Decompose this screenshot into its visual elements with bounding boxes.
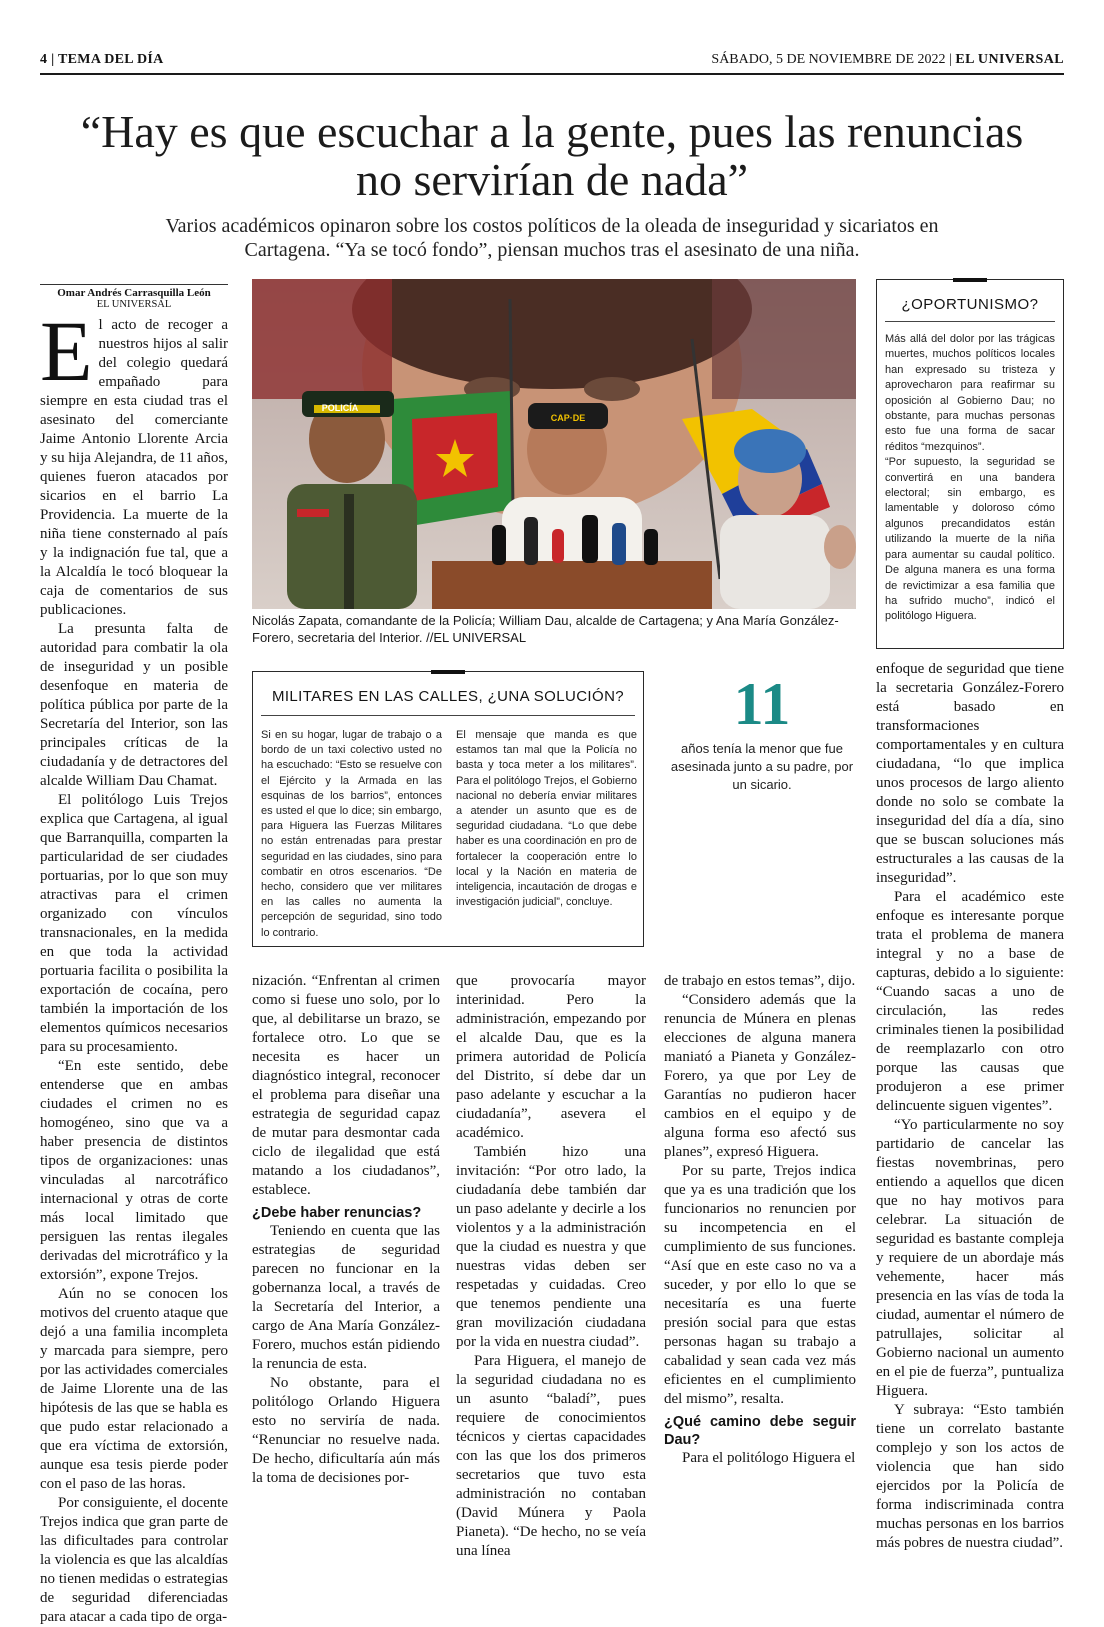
paragraph: de trabajo en estos temas”, dijo. [664, 973, 856, 989]
paragraph: Por su parte, Trejos indica que ya es una tradición que los funcionarios no renuncien por su incompetencia en el cumplimiento de sus funciones. “Así que en este caso no va a suceder, y por ello lo que se necesitaría es una fuerte presión social para que estas personas hagan su trabajo a cabalidad y sean cada vez más eficientes en el cumplimiento del mismo”, resalta. [664, 1163, 856, 1407]
box-body [885, 332, 1055, 625]
box-rule [261, 715, 635, 716]
paragraph: Para Higuera, el manejo de la seguridad ciudadana no es un asunto “baladí”, pues requiere de conocimientos técnicos y ciertas capacidades con las que los dos primeros secretarios que tuvo esta administración no contaban (David Múnera y Paola Pianeta). “De hecho, no se veía una línea [456, 1353, 646, 1559]
section-label: 4 | TEMA DEL DÍA [40, 52, 164, 67]
lead-text: l acto de recoger a nuestros hijos al salir del colegio quedará empañado para siempre en esta ciudad tras el asesinato del comerciante Jaime Antonio Llorente Arcia y su hija Alejandra, de 11 años, quienes fueron atacados por sicarios en el barrio La Providencia. La muerte de la niña tiene consternado al país y la indignación fue tal, que a la Alcaldía le tocó bloquear la caja de comentarios de sus publicaciones. [40, 317, 228, 618]
paragraph: Para el politólogo Higuera el [682, 1450, 856, 1466]
article-column-2 [252, 972, 440, 1488]
stat-number: 11 [733, 671, 791, 737]
photo-caption: Nicolás Zapata, comandante de la Policía; William Dau, alcalde de Cartagena; y Ana María González-Forero, secretaria del Interior. //EL UNIVERSAL [252, 613, 839, 645]
paragraph: “Considero además que la renuncia de Múnera en plenas elecciones de alguna manera maniató a Pianeta y González-Forero, ya que por Ley de Garantías no pudieron hacer cambios en el equipo y de alguna forma eso afectó sus planes”, expresó Higuera. [664, 992, 856, 1160]
box-title: ¿OPORTUNISMO? [901, 296, 1039, 313]
paragraph: Aún no se conocen los motivos del cruento ataque que dejó a una familia incompleta y marcada para siempre, pero por las actividades comerciales de Jaime Llorente una de las hipótesis de las que se habla es que pudo estar relacionado a que era víctima de extorsión, aunque esa tesis pierde poder con el paso de las horas. [40, 1286, 228, 1492]
box-column-1: Si en su hogar, lugar de trabajo o a bordo de un taxi colectivo usted no ha escuchado: “Esto se resuelve con el Ejército y la Armada en las esquinas de los barrios”, entonces es usted el que lo dice; sin embargo, para Higuera las Fuerzas Militares no están entrenadas para prestar seguridad en las ciudades, sino para combatir en otros escenarios. “De hecho, considero que ver militares en las calles no aumenta la percepción de seguridad, sino todo lo contrario. [261, 729, 442, 939]
header-rule [40, 73, 1064, 75]
subheading: ¿Qué camino debe seguir Dau? [664, 1414, 856, 1448]
box-column-2: El mensaje que manda es que estamos tan mal que la Policía no basta y toca meter a los militares”. Para el politólogo Trejos, el Gobierno nacional no debería enviar militares a atender un asunto que es de seguridad ciudadana. “Lo que debe haber es una coordinación en pro de fortalecer la cooperación entre lo local y la Nación en materia de inteligencia, incautación de drogas e investigación judicial”, concluye. [456, 729, 637, 909]
box-paragraph: “Por supuesto, la seguridad se convertirá en una bandera electoral; sin embargo, es lamentable y doloroso cómo algunos precandidatos están utilizando la muerte de la niña para aumentar su caudal político. De alguna manera es una forma de revictimizar a esa familia que ha sufrido mucho”, indicó el politólogo Higuera. [885, 456, 1055, 623]
date-text: SÁBADO, 5 DE NOVIEMBRE DE 2022 | [711, 52, 952, 67]
cap-badge-text: CAP·DE [550, 413, 586, 423]
box-tab [431, 670, 465, 674]
policia-badge-text: POLICÍA [321, 403, 359, 413]
militares-box [252, 671, 644, 947]
subheading: ¿Debe haber renuncias? [252, 1205, 422, 1221]
article-column-3 [456, 972, 646, 1561]
box-title: MILITARES EN LAS CALLES, ¿UNA SOLUCIÓN? [271, 688, 625, 705]
author-outlet: EL UNIVERSAL [96, 299, 172, 310]
paragraph: La presunta falta de autoridad para combatir la ola de inseguridad y un posible desenfoque en materia de política pública por parte de la Secretaría del Interior, son las principales críticas de la ciudadanía y de detractores del alcalde William Dau Chamat. [40, 621, 228, 789]
paragraph: Por consiguiente, el docente Trejos indica que gran parte de las dificultades para controlar la violencia es que las alcaldías no tienen medidas o estrategias de seguridad diferenciadas para atacar a cada tipo de orga- [40, 1495, 228, 1625]
paragraph: Teniendo en cuenta que las estrategias de seguridad parecen no funcionar en la gobernanza local, a través de la Secretaría del Interior, a cargo de Ana María González-Forero, muchos están pidiendo la renuncia de esta. [252, 1223, 440, 1372]
box-paragraph: Más allá del dolor por las trágicas muertes, muchos políticos locales han expresado su tristeza y aprovecharon para reafirmar su oposición al Gobierno Dau; no obstante, para muchas personas esto fue una forma de sacar réditos “mezquinos”. [885, 333, 1055, 453]
paragraph: “Yo particularmente no soy partidario de cancelar las fiestas novembrinas, pero entiendo a aquellos que dicen que no hay motivos para celebrar. La situación de seguridad es bastante compleja y requiere de un abordaje más vehemente, hacer más presencia en las vías de toda la ciudad, aumentar el número de patrullajes, solicitar al Gobierno nacional un aumento en el pie de fuerza”, puntualiza Higuera. [876, 1117, 1064, 1399]
box-tab [953, 278, 987, 282]
article-column-4 [664, 972, 856, 1468]
paragraph: nización. “Enfrentan al crimen como si fuese uno solo, por lo que, al debilitarse un brazo, se fortalece otro. Lo que se necesita es hacer un diagnóstico integral, reconocer el problema para diseñar una estrategia de seguridad capaz de mutar para desmontar cada ciclo de ilegalidad que está matando a los ciudadanos”, establece. [252, 973, 440, 1198]
paragraph: El politólogo Luis Trejos explica que Cartagena, al igual que Barranquilla, comparten la particularidad de ser ciudades portuarias, por lo que son muy atractivas para el crimen organizado con vínculos transnacionales, en la medida en que toda la actividad portuaria facilita o posibilita la exportación de cocaína, pero también la importación de los elementos químicos necesarios para su procesamiento. [40, 792, 228, 1055]
paragraph: Para el académico este enfoque es interesante porque trata el problema de manera integral y no a base de capturas, debido a lo siguiente: “Cuando sacas a uno de circulación, las redes criminales tienen la posibilidad de reemplazarlo con otro porque las causas que produjeron a ese primer delincuente siguen vigentes”. [876, 889, 1064, 1114]
stat-text: años tenía la menor que fue asesinada junto a su padre, por un sicario. [670, 741, 854, 792]
stat-callout [664, 672, 860, 794]
author-name: Omar Andrés Carrasquilla León [57, 287, 211, 299]
oportunismo-box [876, 279, 1064, 649]
photo-illustration [252, 279, 856, 609]
paragraph: Y subraya: “Esto también tiene un correlato bastante complejo y son los actos de violencia que han sido ejercidos por la Policía de forma indiscriminada contra muchas personas en los barrios más pobres de nuestra ciudad”. [876, 1402, 1064, 1551]
dateline [711, 52, 1064, 68]
article-column-5 [876, 660, 1064, 1553]
paragraph: enfoque de seguridad que tiene la secretaria González-Forero está basado en transformaciones comportamentales y en cultura ciudadana, “lo que implica unos procesos de largo aliento donde no solo se combate la inseguridad del día a día, sino que se buscan soluciones más estructurales a las causas de la inseguridad”. [876, 661, 1064, 886]
newspaper-name: EL UNIVERSAL [955, 52, 1064, 67]
paragraph: que provocaría mayor interinidad. Pero la administración, empezando por el alcalde Dau, que es la primera autoridad de Policía del Distrito, sí debe dar un paso adelante y escuchar a la ciudadanía”, asevera el académico. [456, 973, 646, 1141]
headline: “Hay es que escuchar a la gente, pues las renuncias no servirían de nada” [80, 106, 1024, 205]
press-conference-photo [252, 279, 856, 609]
deck: Varios académicos opinaron sobre los costos políticos de la oleada de inseguridad y sicariatos en Cartagena. “Ya se tocó fondo”, piensan muchos tras el asesinato de una niña. [165, 215, 939, 261]
box-rule [885, 321, 1055, 322]
paragraph: “En este sentido, debe entenderse que en ambas ciudades el crimen no es homogéneo, sino que va a haber presencia de distintos tipos de organizaciones: unas vinculadas al narcotráfico internacional y otras de corte más local limitado que persiguen las rentas ilegales derivadas del microtráfico y la extorsión”, expone Trejos. [40, 1058, 228, 1283]
paragraph: No obstante, para el politólogo Orlando Higuera esto no serviría de nada. “Renunciar no resuelve nada. De hecho, dificultaría aún más la toma de decisiones por- [252, 1375, 440, 1486]
drop-cap: E [40, 303, 93, 399]
paragraph: También hizo una invitación: “Por otro lado, la ciudadanía debe también dar un paso adelante y decirle a los violentos y a la administración que la ciudad es nuestra y que nuestras vidas deben ser respetadas y cuidadas. Creo que tenemos pendiente una gran movilización ciudadana por la vida en nuestra ciudad”. [456, 1144, 646, 1350]
